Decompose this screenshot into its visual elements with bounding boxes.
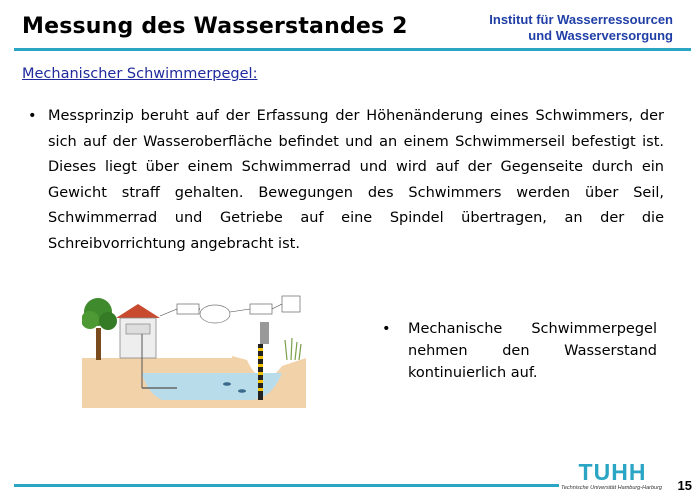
- footer-rule: [14, 484, 559, 487]
- side-bullet: [382, 318, 657, 384]
- float-gauge-diagram: [82, 288, 306, 408]
- bullet-marker: •: [28, 108, 37, 124]
- main-bullet-text: Messprinzip beruht auf der Erfassung der Höhenänderung eines Schwimmers, der sich auf der Wasseroberfläche befindet und an einem Schwimmerseil befestigt ist. Dieses liegt über einem Schwimmerrad und wird auf der Gegenseite durch ein Gewicht straff gehalten. Bewegungen des Schwimmers werden über Seil, Schwimmerrad und Getriebe auf eine Spindel übertragen, an der die Schreibvorrichtung angebracht ist.: [48, 108, 664, 252]
- bullet-marker: •: [382, 321, 391, 337]
- tuhh-logo: [561, 459, 675, 495]
- header-rule: [14, 48, 691, 51]
- slide-title: Messung des Wasserstandes 2: [22, 14, 408, 39]
- institute-line-2: und Wasserversorgung: [528, 28, 673, 43]
- logo-wordmark: TUHH: [578, 459, 647, 485]
- institute-name: [489, 12, 673, 44]
- side-bullet-text: Mechanische Schwimmerpegel nehmen den Wasserstand kontinuierlich auf.: [408, 321, 657, 381]
- main-bullet: [24, 104, 664, 257]
- section-subtitle: Mechanischer Schwimmerpegel:: [22, 66, 258, 82]
- institute-line-1: Institut für Wasserressourcen: [489, 12, 673, 27]
- page-number: 15: [677, 478, 692, 493]
- logo-subtitle: Technische Universität Hamburg-Harburg: [561, 485, 662, 491]
